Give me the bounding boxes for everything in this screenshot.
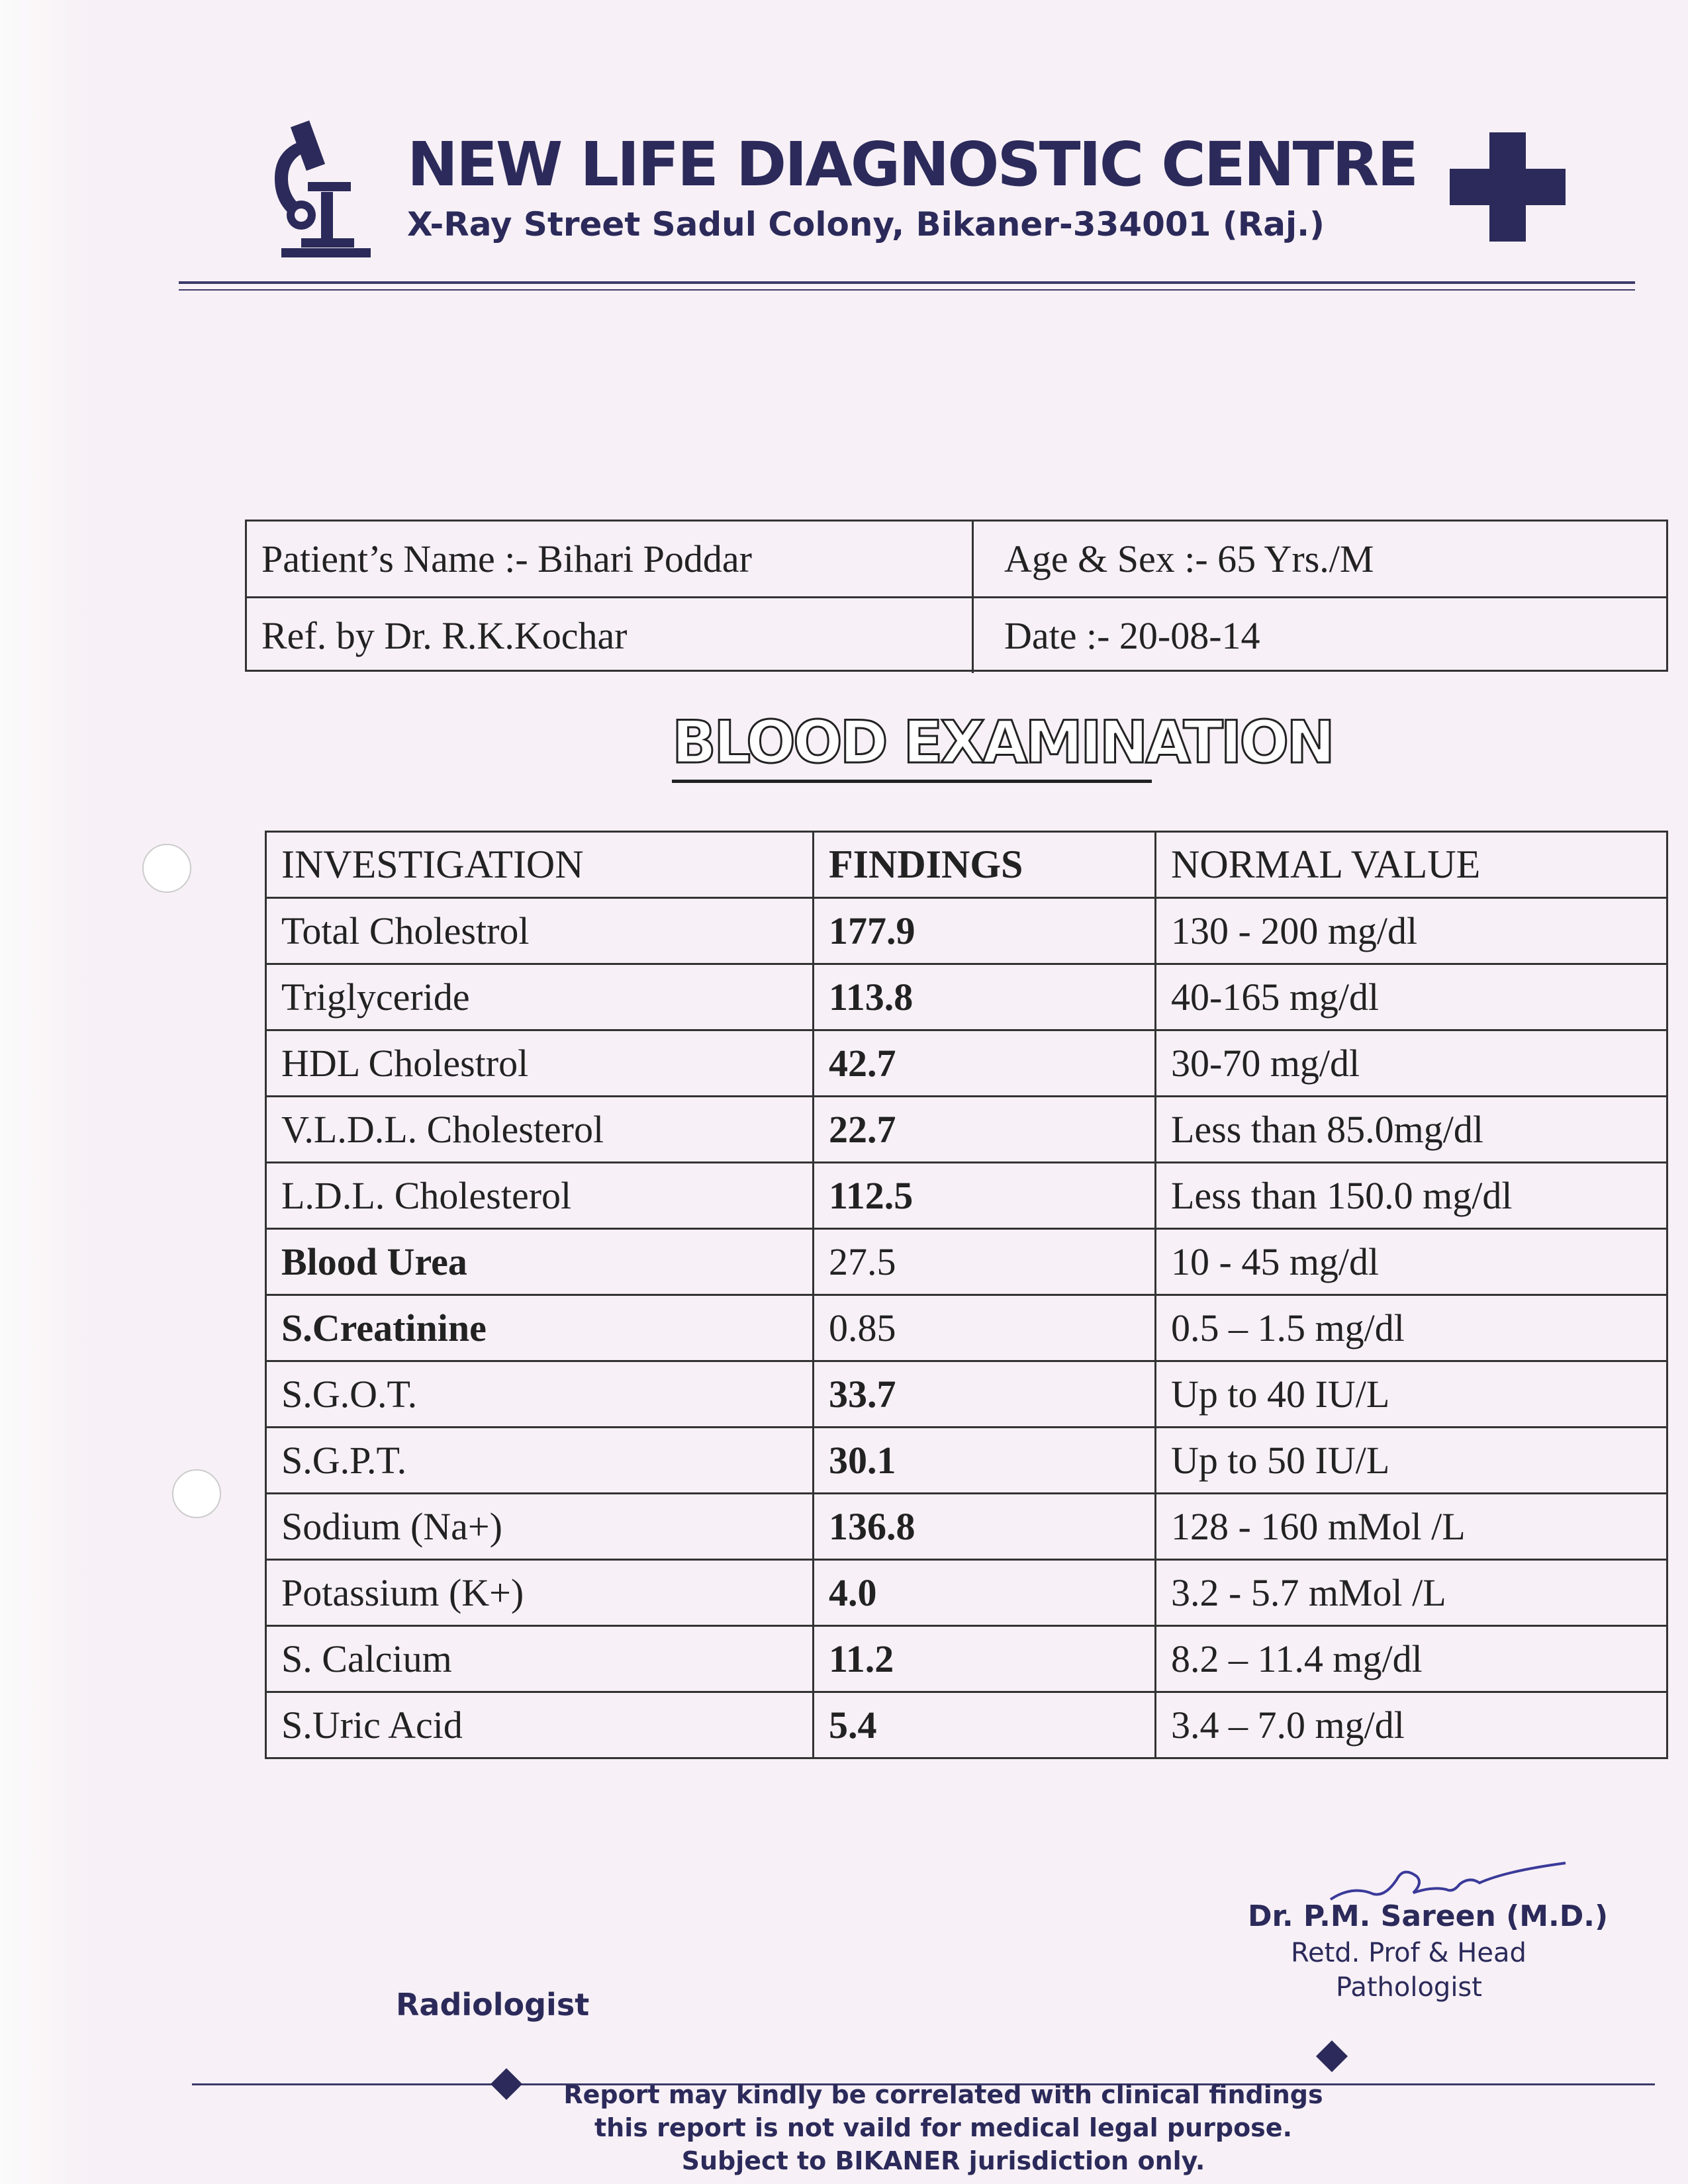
investigation-name: S.G.P.T. (266, 1428, 814, 1494)
investigation-name: S.Uric Acid (266, 1692, 814, 1758)
table-row (266, 1626, 1667, 1692)
medical-cross-icon (1450, 132, 1566, 242)
normal-range: Up to 40 IU/L (1156, 1361, 1667, 1428)
table-row (266, 964, 1667, 1030)
header-rule (179, 289, 1635, 291)
investigation-name: Sodium (Na+) (266, 1494, 814, 1560)
signatory-title: Retd. Prof & Head (1291, 1938, 1526, 1968)
investigation-name: Potassium (K+) (266, 1560, 814, 1626)
investigation-name: V.L.D.L. Cholesterol (266, 1097, 814, 1163)
header-normal-value: NORMAL VALUE (1156, 832, 1667, 898)
age-sex: Age & Sex :- 65 Yrs./M (1004, 537, 1374, 580)
punch-hole-bottom (172, 1469, 221, 1518)
table-row (266, 1097, 1667, 1163)
normal-range: Less than 85.0mg/dl (1156, 1097, 1667, 1163)
finding-value: 11.2 (814, 1626, 1156, 1692)
page-edge (0, 0, 86, 2184)
normal-range: 128 - 160 mMol /L (1156, 1494, 1667, 1560)
investigation-name: S.Creatinine (266, 1295, 814, 1361)
patient-details-box (245, 520, 1668, 672)
radiologist-label: Radiologist (396, 1987, 590, 2023)
table-row (266, 1163, 1667, 1229)
report-date: Date :- 20-08-14 (1004, 614, 1260, 657)
signatory-department: Pathologist (1336, 1972, 1482, 2003)
patient-name: Patient’s Name :- Bihari Poddar (261, 537, 752, 580)
investigation-name: L.D.L. Cholesterol (266, 1163, 814, 1229)
finding-value: 22.7 (814, 1097, 1156, 1163)
finding-value: 177.9 (814, 898, 1156, 964)
normal-range: Less than 150.0 mg/dl (1156, 1163, 1667, 1229)
footer-disclaimer (463, 2078, 1423, 2177)
normal-range: 30-70 mg/dl (1156, 1030, 1667, 1097)
header-investigation: INVESTIGATION (266, 832, 814, 898)
table-row (266, 898, 1667, 964)
table-row (266, 1428, 1667, 1494)
header-rule (179, 281, 1635, 284)
normal-range: 130 - 200 mg/dl (1156, 898, 1667, 964)
finding-value: 0.85 (814, 1295, 1156, 1361)
finding-value: 27.5 (814, 1229, 1156, 1295)
table-row (266, 1030, 1667, 1097)
finding-value: 42.7 (814, 1030, 1156, 1097)
normal-range: 40-165 mg/dl (1156, 964, 1667, 1030)
finding-value: 5.4 (814, 1692, 1156, 1758)
header-findings: FINDINGS (814, 832, 1156, 898)
punch-hole-top (142, 844, 191, 893)
table-row (266, 1560, 1667, 1626)
investigation-name: S.G.O.T. (266, 1361, 814, 1428)
footer-line: Subject to BIKANER jurisdiction only. (681, 2146, 1205, 2175)
finding-value: 4.0 (814, 1560, 1156, 1626)
finding-value: 113.8 (814, 964, 1156, 1030)
table-row (266, 1229, 1667, 1295)
normal-range: 3.4 – 7.0 mg/dl (1156, 1692, 1667, 1758)
normal-range: 3.2 - 5.7 mMol /L (1156, 1560, 1667, 1626)
microscope-icon (261, 119, 374, 261)
investigation-name: Triglyceride (266, 964, 814, 1030)
finding-value: 33.7 (814, 1361, 1156, 1428)
normal-range: 0.5 – 1.5 mg/dl (1156, 1295, 1667, 1361)
normal-range: 10 - 45 mg/dl (1156, 1229, 1667, 1295)
table-row (266, 1361, 1667, 1428)
finding-value: 30.1 (814, 1428, 1156, 1494)
centre-address: X-Ray Street Sadul Colony, Bikaner-334001 (Raj.) (407, 205, 1325, 244)
footer-diamond (1316, 2040, 1348, 2072)
investigation-name: Total Cholestrol (266, 898, 814, 964)
footer-line: Report may kindly be correlated with clinical findings (563, 2080, 1323, 2109)
exam-title: BLOOD EXAMINATION (672, 708, 1333, 776)
investigation-name: S. Calcium (266, 1626, 814, 1692)
investigation-name: HDL Cholestrol (266, 1030, 814, 1097)
normal-range: Up to 50 IU/L (1156, 1428, 1667, 1494)
exam-title-underline (672, 780, 1152, 783)
finding-value: 112.5 (814, 1163, 1156, 1229)
referring-doctor: Ref. by Dr. R.K.Kochar (261, 614, 628, 657)
table-row (266, 1692, 1667, 1758)
normal-range: 8.2 – 11.4 mg/dl (1156, 1626, 1667, 1692)
table-row (266, 1494, 1667, 1560)
finding-value: 136.8 (814, 1494, 1156, 1560)
investigation-name: Blood Urea (266, 1229, 814, 1295)
table-row (266, 1295, 1667, 1361)
signatory-name: Dr. P.M. Sareen (M.D.) (1248, 1899, 1609, 1933)
results-table (265, 831, 1668, 1759)
centre-name: NEW LIFE DIAGNOSTIC CENTRE (407, 129, 1417, 200)
footer-line: this report is not vaild for medical legal purpose. (594, 2113, 1293, 2142)
table-header-row (266, 832, 1667, 898)
